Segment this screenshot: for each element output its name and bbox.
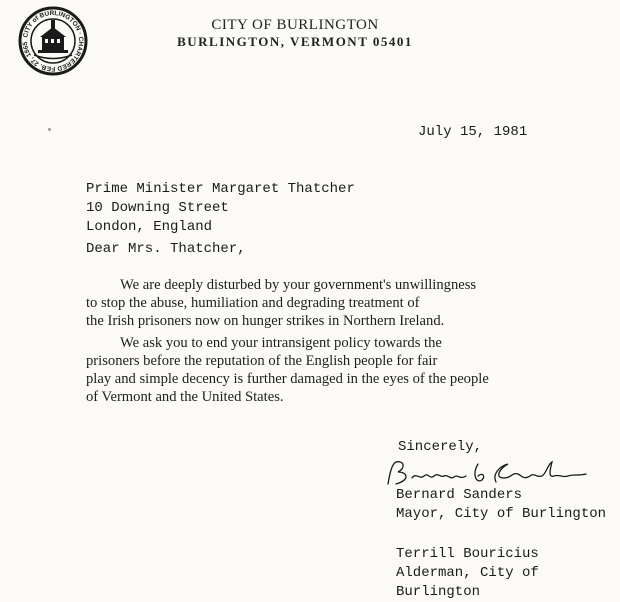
letterhead-city: CITY OF BURLINGTON bbox=[211, 17, 379, 33]
cosigner-block bbox=[396, 545, 620, 602]
closing: Sincerely, bbox=[398, 439, 483, 455]
body-paragraph bbox=[86, 276, 606, 330]
salutation: Dear Mrs. Thatcher, bbox=[86, 241, 246, 257]
paragraph-line: We are deeply disturbed by your government's unwillingness bbox=[120, 277, 477, 293]
paragraph-line: prisoners before the reputation of the English people for fair bbox=[86, 353, 438, 369]
recipient-city: London, England bbox=[86, 219, 213, 235]
paragraph-line: play and simple decency is further damaged in the eyes of the people bbox=[86, 371, 489, 387]
paragraph-line: We ask you to end your intransigent policy towards the bbox=[120, 335, 442, 351]
letterhead-address: BURLINGTON, VERMONT 05401 bbox=[177, 34, 413, 49]
cosigner-name: Terrill Bouricius bbox=[396, 546, 539, 562]
letter-date: July 15, 1981 bbox=[418, 124, 528, 140]
signer-name: Bernard Sanders bbox=[396, 487, 523, 503]
paragraph-line: of Vermont and the United States. bbox=[86, 389, 284, 405]
paper-speck bbox=[48, 128, 51, 131]
recipient-block bbox=[86, 180, 355, 237]
signer-title: Mayor, City of Burlington bbox=[396, 506, 607, 522]
paragraph-line: the Irish prisoners now on hunger strikes in Northern Ireland. bbox=[86, 313, 445, 329]
letterhead bbox=[150, 16, 440, 50]
signer-block bbox=[396, 486, 606, 524]
recipient-name: Prime Minister Margaret Thatcher bbox=[86, 181, 355, 197]
recipient-street: 10 Downing Street bbox=[86, 200, 229, 216]
city-seal-icon bbox=[18, 6, 88, 76]
body-paragraph bbox=[86, 334, 606, 406]
svg-text:CITY of BURLINGTON · CHARTERED: CITY of BURLINGTON · CHARTERED FEB. 27, 1865 bbox=[21, 9, 85, 73]
cosigner-title: Alderman, City of Burlington bbox=[396, 565, 539, 600]
paragraph-line: to stop the abuse, humiliation and degrading treatment of bbox=[86, 295, 420, 311]
